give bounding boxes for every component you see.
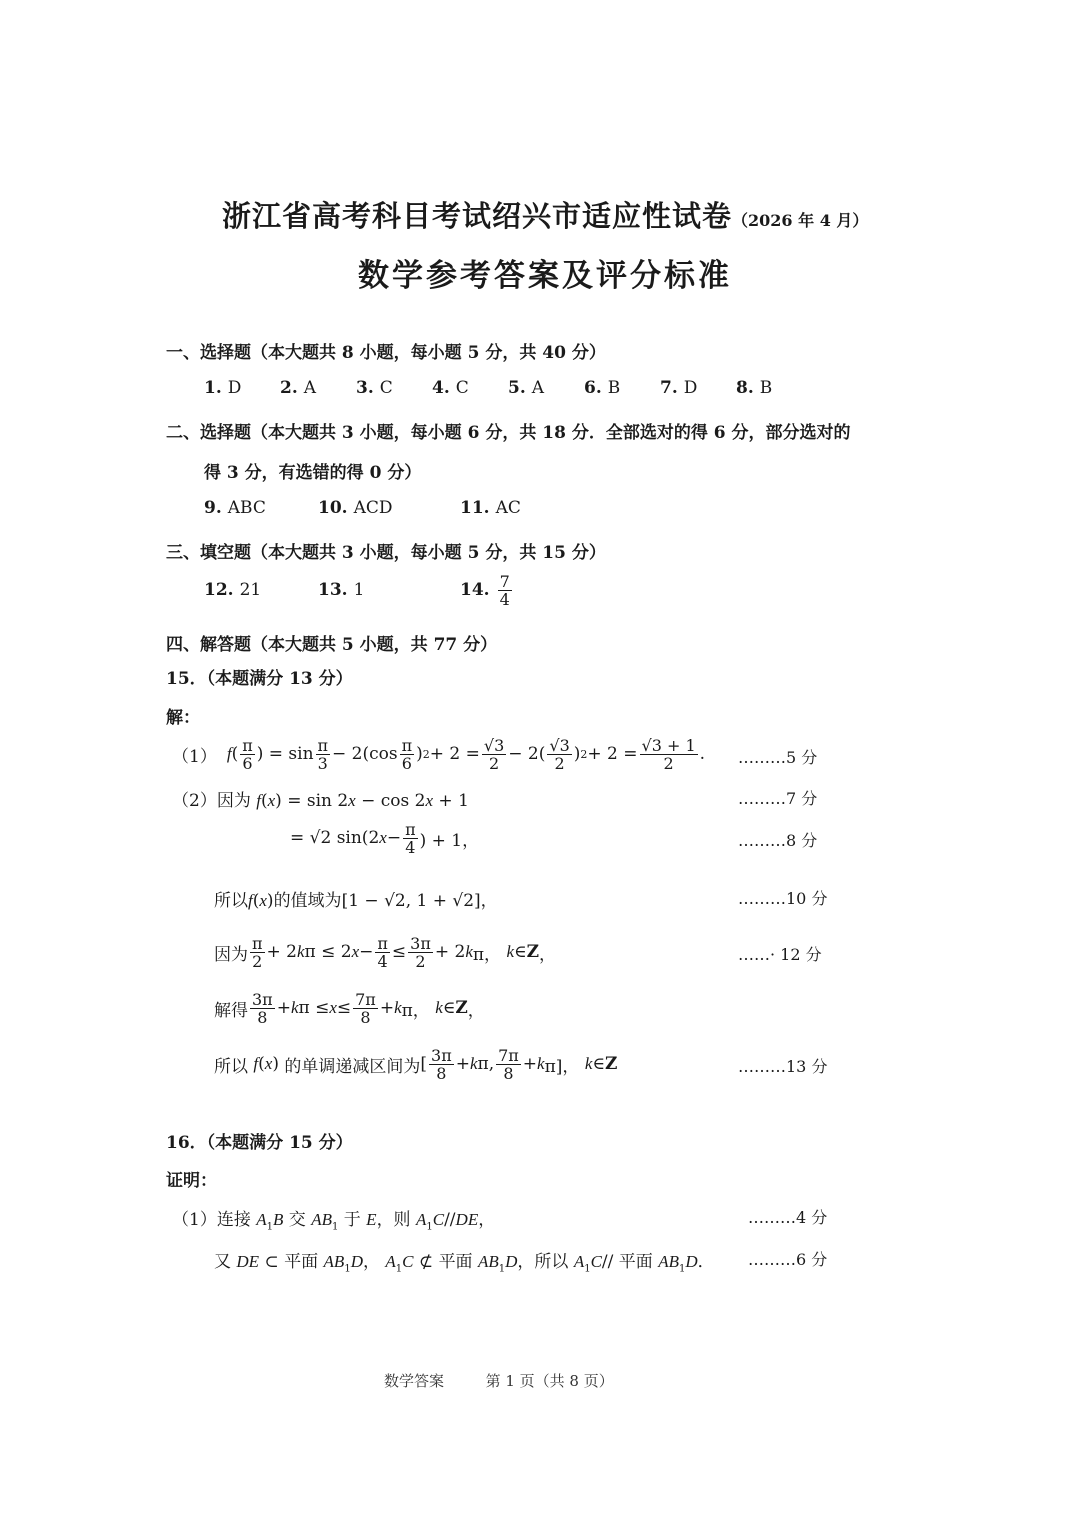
section2-answers [204, 498, 560, 518]
answer-item: 12. 21 [204, 580, 262, 600]
q15-solution-label: 解： [166, 708, 200, 728]
q15-decreasing: 所以 f ( x ) 的单调递减区间为 [ $\frac{3\pi}{8}$ + k π, $\frac{7\pi}{8}$ + k π]， k ∈ Z [214, 1045, 618, 1083]
section2-heading: 二、选择题（本大题共 3 小题，每小题 6 分，共 18 分．全部选对的得 6 分，部分选对的 [166, 423, 851, 443]
q16-part1-cont: 又 DE ⊂ 平面 $AB_1D$， $A_1C$ ⊄ 平面 $AB_1D$，所以 $A_1C//$ 平面 $AB_1D$． [214, 1252, 715, 1275]
section3-heading: 三、填空题（本大题共 3 小题，每小题 5 分，共 15 分） [166, 543, 606, 563]
page-footer [384, 1370, 614, 1391]
answer-item: 2. A [280, 378, 317, 398]
doc-subtitle: 数学参考答案及评分标准 [358, 258, 732, 294]
answer-item: 3. C [356, 378, 393, 398]
score-mark: ………10 分 [738, 889, 828, 908]
answer-item: 14. $\frac{7}{4}$ [460, 571, 510, 609]
q15-inequality: 因为 $\frac{\pi}{2}$ + 2 k π ≤ 2 x − $\frac{\pi}{4}$ ≤ $\frac{3\pi}{2}$ + 2 k π， k ∈ Z ， [214, 933, 556, 971]
q15-part2-step: = √2 sin(2 x − $\frac{\pi}{4}$ ) + 1， [290, 819, 480, 857]
answer-item: 8. B [736, 378, 773, 398]
section1-answers [204, 378, 824, 398]
q16-proof-label: 证明： [166, 1171, 217, 1191]
q16-heading: 16．（本题满分 15 分） [166, 1133, 353, 1153]
footer-page-number: 第 1 页（共 8 页） [485, 1372, 614, 1390]
section3-answers [204, 568, 514, 612]
footer-doc-name: 数学答案 [384, 1372, 445, 1390]
answer-item: 9. ABC [204, 498, 266, 518]
section1-heading: 一、选择题（本大题共 8 小题，每小题 5 分，共 40 分） [166, 343, 606, 363]
section2-heading-cont: 得 3 分，有选错的得 0 分） [204, 463, 422, 483]
score-mark: ………5 分 [738, 748, 818, 767]
score-mark: ………13 分 [738, 1057, 828, 1076]
doc-title [222, 194, 868, 235]
score-mark: ………8 分 [738, 831, 818, 850]
answer-item: 11. AC [460, 498, 521, 518]
answer-item: 13. 1 [318, 580, 365, 600]
q15-part2: （2）因为 f(x) = sin 2x − cos 2x + 1 [172, 791, 469, 811]
doc-title-text: 浙江省高考科目考试绍兴市适应性试卷 [222, 199, 733, 233]
answer-item: 1. D [204, 378, 242, 398]
answer-item: 5. A [508, 378, 545, 398]
answer-item: 4. C [432, 378, 469, 398]
q16-part1: （1）连接 $A_1B$ 交 $AB_1$ 于 E，则 $A_1C//DE$， [172, 1210, 496, 1233]
score-mark: ………6 分 [748, 1250, 828, 1269]
q15-solve: 解得 $\frac{3\pi}{8}$ + k π ≤ x ≤ $\frac{7\pi}{8}$ + k π， k ∈ Z ， [214, 989, 485, 1027]
q15-part1: （1） f ( $\frac{\pi}{6}$ ) = sin $\frac{\pi}{3}$ − 2(cos $\frac{\pi}{6}$ ) 2 + 2 = $\frac{√3}{2}$ − 2( $\frac{√3}{2}$ ) 2 + 2 = $\frac{√3 + 1}{2}$ . [172, 735, 706, 773]
section4-heading: 四、解答题（本大题共 5 小题，共 77 分） [166, 635, 498, 655]
q15-range: 所以f(x)的值域为[1 − √2, 1 + √2]， [214, 891, 498, 911]
score-mark: ……· 12 分 [738, 945, 822, 964]
answer-item: 6. B [584, 378, 621, 398]
score-mark: ………4 分 [748, 1208, 828, 1227]
answer-item: 7. D [660, 378, 698, 398]
doc-date: （2026 年 4 月） [732, 211, 869, 230]
q15-heading: 15．（本题满分 13 分） [166, 669, 353, 689]
answer-item: 10. ACD [318, 498, 393, 518]
score-mark: ………7 分 [738, 789, 818, 808]
